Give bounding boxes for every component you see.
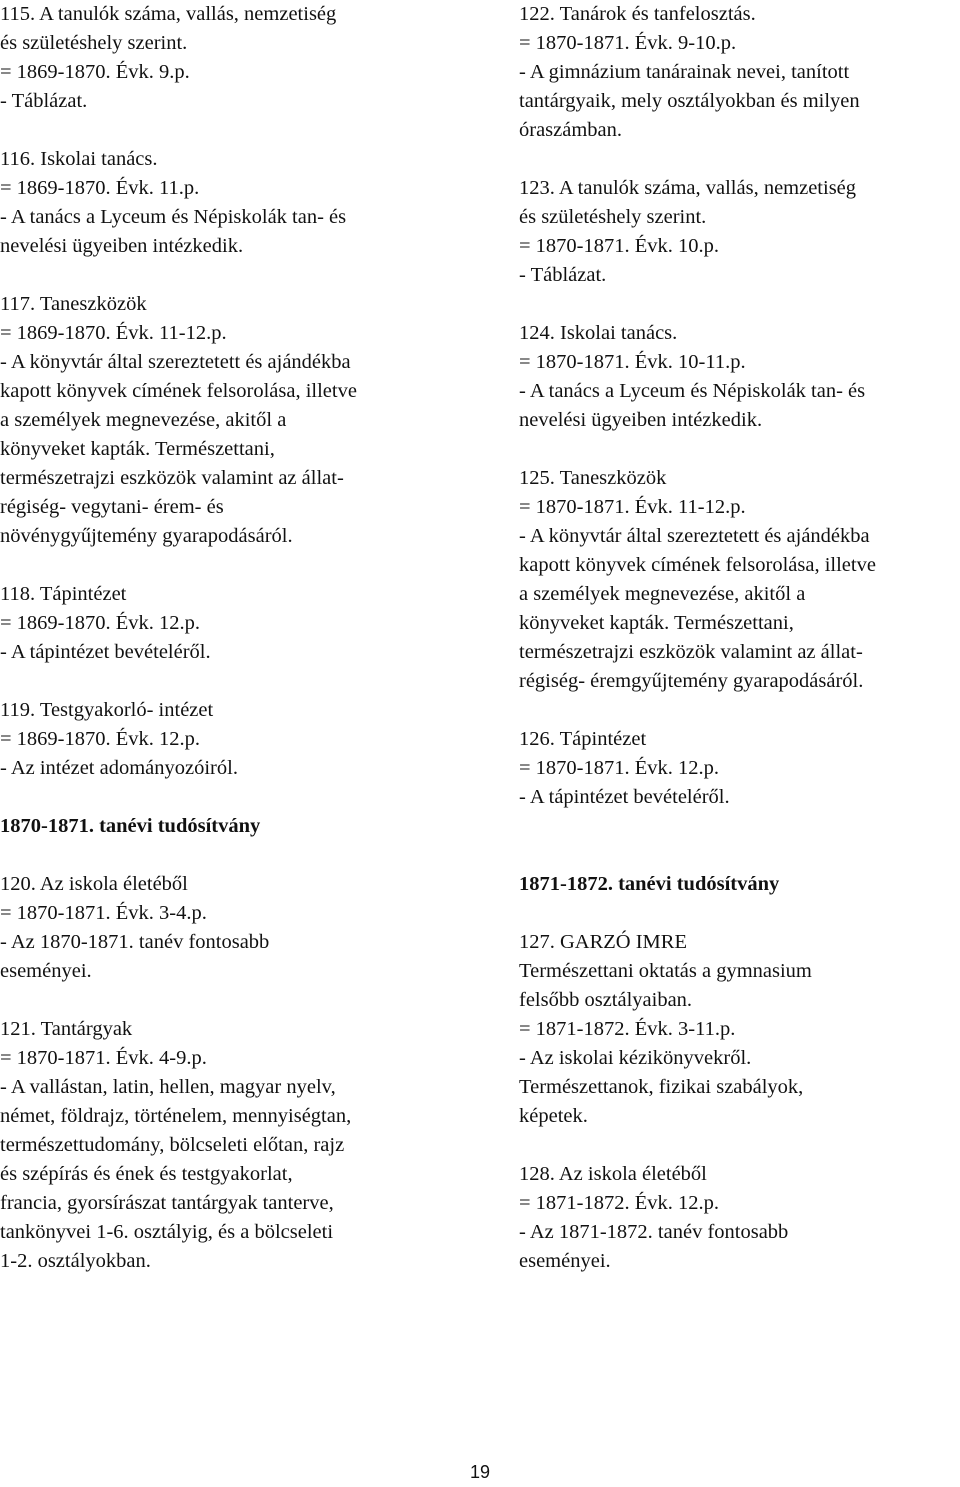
entry-spacer bbox=[0, 261, 465, 290]
section-heading: 1871-1872. tanévi tudósítvány bbox=[519, 873, 780, 895]
page-number: 19 bbox=[469, 1462, 491, 1482]
catalog-entry bbox=[519, 319, 960, 435]
catalog-entry bbox=[519, 1160, 960, 1276]
entry-line: = 1869-1870. Évk. 12.p. bbox=[0, 728, 201, 750]
entry-line: kapott könyvek címének felsorolása, illetve bbox=[0, 380, 357, 402]
entry-line: - A tanács a Lyceum és Népiskolák tan- és bbox=[519, 380, 866, 402]
entry-spacer bbox=[519, 290, 960, 319]
entry-line: természettudomány, bölcseleti előtan, rajz bbox=[0, 1134, 345, 1156]
entry-line: = 1870-1871. Évk. 3-4.p. bbox=[0, 902, 207, 924]
entry-line: = 1870-1871. Évk. 10-11.p. bbox=[519, 351, 746, 373]
entry-line: = 1870-1871. Évk. 12.p. bbox=[519, 757, 720, 779]
entry-line: óraszámban. bbox=[519, 119, 623, 141]
left-entries-group-1 bbox=[0, 0, 465, 783]
entry-line: - Az intézet adományozóiról. bbox=[0, 757, 238, 779]
entry-spacer bbox=[519, 435, 960, 464]
entry-line: 118. Tápintézet bbox=[0, 583, 127, 605]
entry-line: és születéshely szerint. bbox=[519, 206, 707, 228]
catalog-entry bbox=[0, 145, 465, 261]
entry-line: = 1869-1870. Évk. 11.p. bbox=[0, 177, 200, 199]
section-spacer bbox=[519, 899, 960, 928]
entry-line: tantárgyaik, mely osztályokban és milyen bbox=[519, 90, 860, 112]
entry-line: francia, gyorsírászat tantárgyak tanterve, bbox=[0, 1192, 334, 1214]
entry-line: - A vallástan, latin, hellen, magyar nyelv, bbox=[0, 1076, 336, 1098]
right-column bbox=[519, 0, 960, 1276]
entry-line: Természettanok, fizikai szabályok, bbox=[519, 1076, 804, 1098]
entry-line: = 1870-1871. Évk. 10.p. bbox=[519, 235, 720, 257]
entry-line: 126. Tápintézet bbox=[519, 728, 647, 750]
entry-line: a személyek megnevezése, akitől a bbox=[0, 409, 287, 431]
entry-line: 115. A tanulók száma, vallás, nemzetiség bbox=[0, 3, 337, 25]
entry-line: = 1870-1871. Évk. 4-9.p. bbox=[0, 1047, 207, 1069]
entry-line: könyveket kapták. Természettani, bbox=[519, 612, 794, 634]
entry-line: = 1869-1870. Évk. 9.p. bbox=[0, 61, 190, 83]
entry-line: természetrajzi eszközök valamint az állat- bbox=[0, 467, 344, 489]
entry-line: 128. Az iskola életéből bbox=[519, 1163, 707, 1185]
entry-line: képetek. bbox=[519, 1105, 588, 1127]
entry-line: - A gimnázium tanárainak nevei, tanított bbox=[519, 61, 850, 83]
section-heading: 1870-1871. tanévi tudósítvány bbox=[0, 815, 261, 837]
entry-line: = 1869-1870. Évk. 12.p. bbox=[0, 612, 201, 634]
entry-line: eseményei. bbox=[519, 1250, 611, 1272]
entry-line: - A tanács a Lyceum és Népiskolák tan- és bbox=[0, 206, 347, 228]
entry-line: 122. Tanárok és tanfelosztás. bbox=[519, 3, 756, 25]
entry-line: - Táblázat. bbox=[0, 90, 88, 112]
catalog-entry bbox=[0, 290, 465, 551]
right-entries-group-1 bbox=[519, 0, 960, 812]
catalog-entry bbox=[0, 0, 465, 116]
left-entries-group-2 bbox=[0, 870, 465, 1276]
entry-line: 125. Taneszközök bbox=[519, 467, 667, 489]
entry-line: - Az 1870-1871. tanév fontosabb bbox=[0, 931, 270, 953]
entry-line: Természettani oktatás a gymnasium bbox=[519, 960, 812, 982]
catalog-entry bbox=[0, 870, 465, 986]
entry-line: 120. Az iskola életéből bbox=[0, 873, 188, 895]
entry-line: - A könyvtár által szereztetett és ajándékba bbox=[519, 525, 870, 547]
entry-line: 119. Testgyakorló- intézet bbox=[0, 699, 214, 721]
catalog-entry bbox=[519, 725, 960, 812]
entry-line: kapott könyvek címének felsorolása, illetve bbox=[519, 554, 876, 576]
entry-line: természetrajzi eszközök valamint az állat- bbox=[519, 641, 863, 663]
entry-line: nevelési ügyeiben intézkedik. bbox=[519, 409, 763, 431]
entry-line: és szépírás és ének és testgyakorlat, bbox=[0, 1163, 293, 1185]
entry-line: nevelési ügyeiben intézkedik. bbox=[0, 235, 244, 257]
entry-spacer bbox=[519, 145, 960, 174]
entry-line: = 1871-1872. Évk. 12.p. bbox=[519, 1192, 720, 1214]
entry-line: - A tápintézet bevételéről. bbox=[519, 786, 730, 808]
entry-line: - Táblázat. bbox=[519, 264, 607, 286]
catalog-entry bbox=[519, 174, 960, 290]
entry-line: 116. Iskolai tanács. bbox=[0, 148, 158, 170]
catalog-entry bbox=[519, 0, 960, 145]
entry-line: 123. A tanulók száma, vallás, nemzetiség bbox=[519, 177, 857, 199]
entry-line: = 1870-1871. Évk. 11-12.p. bbox=[519, 496, 746, 518]
entry-line: tankönyvei 1-6. osztályig, és a bölcseleti bbox=[0, 1221, 334, 1243]
entry-line: 1-2. osztályokban. bbox=[0, 1250, 151, 1272]
entry-line: eseményei. bbox=[0, 960, 92, 982]
entry-line: könyveket kapták. Természettani, bbox=[0, 438, 275, 460]
entry-spacer bbox=[0, 116, 465, 145]
entry-line: 121. Tantárgyak bbox=[0, 1018, 133, 1040]
catalog-entry bbox=[519, 928, 960, 1131]
catalog-entry bbox=[0, 696, 465, 783]
entry-line: - A tápintézet bevételéről. bbox=[0, 641, 211, 663]
catalog-entry bbox=[519, 464, 960, 696]
entry-line: - A könyvtár által szereztetett és ajándékba bbox=[0, 351, 351, 373]
section-spacer bbox=[0, 783, 465, 812]
entry-line: = 1870-1871. Évk. 9-10.p. bbox=[519, 32, 737, 54]
entry-spacer bbox=[0, 667, 465, 696]
entry-line: - Az iskolai kézikönyvekről. bbox=[519, 1047, 752, 1069]
entry-spacer bbox=[519, 696, 960, 725]
section-spacer bbox=[0, 841, 465, 870]
entry-line: 127. GARZÓ IMRE bbox=[519, 931, 687, 953]
entry-line: régiség- éremgyűjtemény gyarapodásáról. bbox=[519, 670, 864, 692]
catalog-entry bbox=[0, 1015, 465, 1276]
left-column bbox=[0, 0, 465, 1276]
entry-line: növénygyűjtemény gyarapodásáról. bbox=[0, 525, 293, 547]
entry-line: 124. Iskolai tanács. bbox=[519, 322, 678, 344]
entry-line: = 1869-1870. Évk. 11-12.p. bbox=[0, 322, 227, 344]
entry-line: és születéshely szerint. bbox=[0, 32, 188, 54]
entry-line: felsőbb osztályaiban. bbox=[519, 989, 693, 1011]
catalog-entry bbox=[0, 580, 465, 667]
section-spacer bbox=[519, 812, 960, 870]
entry-spacer bbox=[0, 986, 465, 1015]
entry-line: 117. Taneszközök bbox=[0, 293, 147, 315]
right-entries-group-2 bbox=[519, 928, 960, 1276]
entry-line: régiség- vegytani- érem- és bbox=[0, 496, 224, 518]
entry-spacer bbox=[0, 551, 465, 580]
entry-line: - Az 1871-1872. tanév fontosabb bbox=[519, 1221, 789, 1243]
entry-line: = 1871-1872. Évk. 3-11.p. bbox=[519, 1018, 736, 1040]
entry-line: német, földrajz, történelem, mennyiségtan, bbox=[0, 1105, 352, 1127]
entry-spacer bbox=[519, 1131, 960, 1160]
entry-line: a személyek megnevezése, akitől a bbox=[519, 583, 806, 605]
